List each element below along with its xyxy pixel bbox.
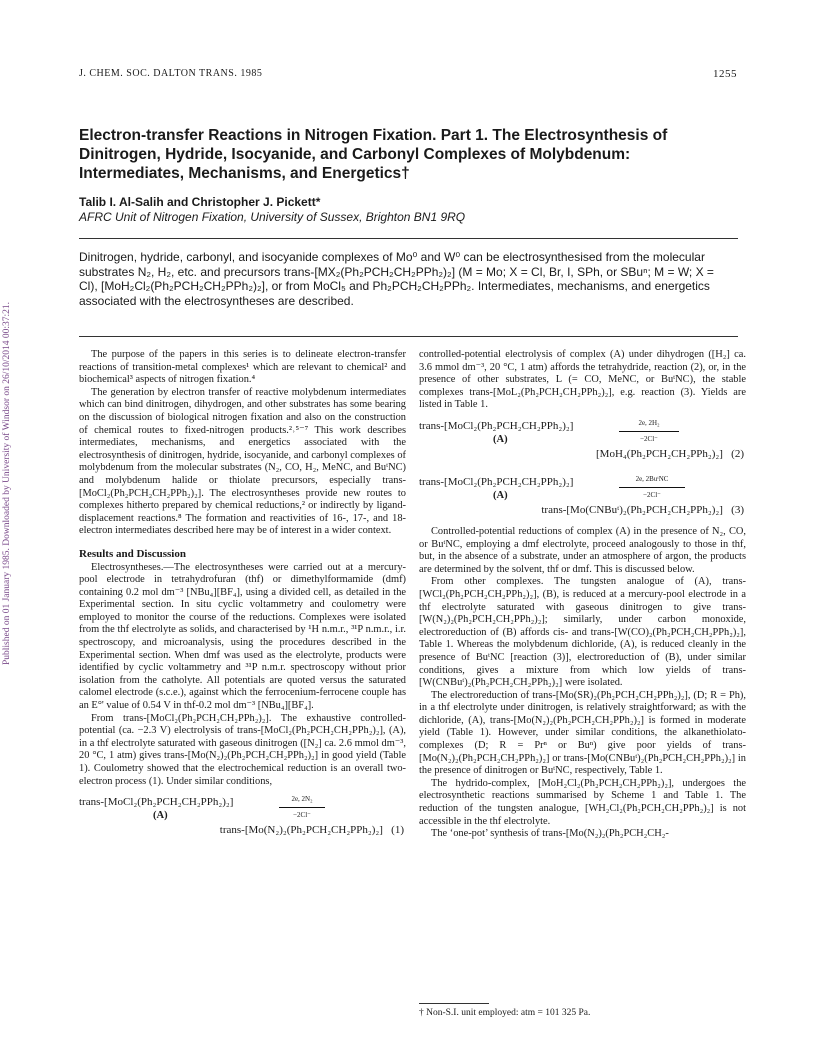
footnote: † Non-S.I. unit employed: atm = 101 325 Pa. [419,1008,591,1018]
abstract-bottom-rule [79,336,738,337]
equation-2 [419,420,746,468]
equation-3-reactant: trans-[MoCl₂(Ph₂PCH₂CH₂PPh₂)₂] [419,475,574,488]
right-paragraph-3: From other complexes. The tungsten analogue of (A), trans-[WCl₂(Ph₂PCH₂CH₂PPh₂)₂], (B), is reduced at a mercury-pool electrode in a thf electrolyte saturated with gaseous dinitrogen to give trans-[W(N₂)₂(Ph₂PCH₂CH₂PPh₂)₂]; similarly, under carbon monoxide, electroreduction of (B) affords cis- and trans-[W(CO)₂(Ph₂PCH₂CH₂PPh₂)₂], Table 1. Whereas the molybdenum dichloride, (A), is reduced cleanly in the presence of BuᵗNC [reaction (3)], electroreduction of (B), under similar conditions, gives a mixture from which low yields of trans-[W(CNBuᵗ)₂(Ph₂PCH₂CH₂PPh₂)₂] were isolated. [419,576,746,689]
equation-2-arrow-top: 2e, 2H₂ [638,418,660,427]
equation-1-arrow-top: 2e, 2N₂ [291,795,313,804]
left-column [79,349,406,846]
intro-paragraph-1: The purpose of the papers in this series is to delineate electron-transfer reactions of transition-metal complexes¹ which are relevant to chemical² and biochemical³ aspects of nitrogen fixation.⁴ [79,349,406,386]
journal-name: J. CHEM. SOC. DALTON TRANS. 1985 [79,68,263,79]
right-paragraph-4: The electroreduction of trans-[Mo(SR)₂(Ph₂PCH₂CH₂PPh₂)₂], (D; R = Ph), in a thf electrolyte under dinitrogen, is relatively straightforward; as with the dichloride, (A), trans-[Mo(N₂)₂(Ph₂PCH₂CH₂PPh₂)₂] is formed in moderate yield (Table 1). However, under similar conditions, the alkanethiolato-complexes (D; R = Prⁿ or Buⁿ) give poor yields of trans-[Mo(N₂)₂(Ph₂PCH₂CH₂PPh₂)₂] or trans-[Mo(CNBuᵗ)₂(Ph₂PCH₂CH₂PPh₂)₂] in the presence of dinitrogen or BuᵗNC, respectively, Table 1. [419,689,746,777]
right-paragraph-6: The ‘one-pot’ synthesis of trans-[Mo(N₂)₂(Ph₂PCH₂CH₂- [431,828,669,840]
equation-3-number: (3) [731,503,744,516]
affiliation: AFRC Unit of Nitrogen Fixation, University of Sussex, Brighton BN1 9RQ [79,210,466,224]
equation-1-number: (1) [391,824,404,837]
equation-2-arrow [619,417,679,446]
equation-1-arrow [279,793,325,822]
right-paragraph-2: Controlled-potential reductions of complex (A) in the presence of N₂, CO, or BuᵗNC, employing a dmf electrolyte, proceed analogously to those in thf, but, in the absence of a substrate, under an atmosphere of argon, the products are determined by the solvent, thf or dmf. This is discussed below. [419,525,746,575]
article-title: Electron-transfer Reactions in Nitrogen Fixation. Part 1. The Electrosynthesis of Dinitrogen, Hydride, Isocyanide, and Carbonyl Complexes of Molybdenum: Intermediates, Mechanisms, and Energetics† [79,127,668,182]
section-heading: Results and Discussion [79,547,186,560]
equation-2-product: [MoH₄(Ph₂PCH₂CH₂PPh₂)₂] (2) [596,447,744,460]
equation-3 [419,476,746,524]
equation-3-arrow [619,473,685,502]
equation-2-reactant: trans-[MoCl₂(Ph₂PCH₂CH₂PPh₂)₂] [419,419,574,432]
right-paragraph-5: The hydrido-complex, [MoH₂Cl₂(Ph₂PCH₂CH₂PPh₂)₂], undergoes the electrosynthetic reactions summarised by Scheme 1 and Table 1. The reduction of the tungsten analogue, [WH₂Cl₂(Ph₂PCH₂CH₂PPh₂)₂] is not accessible in the thf electrolyte. [419,777,746,827]
running-header [79,68,737,82]
equation-3-label: (A) [493,489,508,501]
equation-1-arrow-bottom: −2Cl⁻ [293,811,311,820]
right-column [419,349,746,841]
equation-2-number: (2) [731,447,744,460]
equation-3-product: trans-[Mo(CNBuᵗ)₂(Ph₂PCH₂CH₂PPh₂)₂] (3) [541,503,744,516]
equation-1-reactant: trans-[MoCl₂(Ph₂PCH₂CH₂PPh₂)₂] [79,796,234,809]
equation-2-arrow-bottom: −2Cl⁻ [640,434,658,443]
intro-paragraph-2: The generation by electron transfer of reactive molybdenum intermediates which can bind dinitrogen, dihydrogen, and other substrates has some bearing on the discussion of biological nitrogen fixation and also on the construction of chemical routes to fixed-nitrogen products.²˒⁵⁻⁷ This work describes intermediates, mechanisms, and energetics associated with the electrosynthesis of dinitrogen, hydride, isocyanide, and carbonyl complexes of molybdenum from the molecular substrates (N₂, CO, H₂, MeNC, and BuᵗNC) and molybdenum halide or thiolate precursors, especially trans-[MoCl₂(Ph₂PCH₂CH₂PPh₂)₂]. The electrosyntheses provide new routes to complexes hitherto prepared by chemical reductions,² or indirectly by ligand-displacement reactions.⁸ The formation and reactivities of 16-, 17-, and 18-electron intermediates described here may be of interest in a wider context. [79,386,406,537]
results-paragraph-1: Electrosyntheses.—The electrosyntheses were carried out at a mercury-pool electrode in tetrahydrofuran (thf) or dimethylformamide (dmf) containing 0.2 mol dm⁻³ [NBu₄][BF₄], using a divided cell, as detailed in the Experimental section. In situ cyclic voltammetry and coulometry were employed to monitor the course of the reductions. Complexes were isolated from the thf electrolyte as solids, and characterised by ¹H n.m.r., ³¹P n.m.r., i.r. spectroscopy, and microanalysis, using the procedures described in the Experimental section. When dmf was used as the electrolyte, products were identified by cyclic voltammetry and ³¹P n.m.r. spectroscopy without prior isolation from the catholyte. All potentials are quoted versus the saturated calomel electrode (s.c.e.), against which the ferrocenium-ferrocene couple has an E°' value of 0.54 V in thf-0.2 mol dm⁻³ [NBu₄][BF₄]. [79,561,406,712]
equation-1-label: (A) [153,810,168,822]
equation-3-arrow-top: 2e, 2BuᵗNC [635,474,669,483]
abstract: Dinitrogen, hydride, carbonyl, and isocyanide complexes of Mo⁰ and W⁰ can be electrosynthesised from the molecular substrates N₂, H₂, etc. and precursors trans-[MX₂(Ph₂PCH₂CH₂PPh₂)₂] (M = Mo; X = Cl, Br, I, SPh, or SBuⁿ; M = W; X = Cl), [MoH₂Cl₂(Ph₂PCH₂CH₂PPh₂)₂], or from MoCl₅ and Ph₂PCH₂CH₂PPh₂. Intermediates, mechanisms, and energetics associated with the electrosyntheses are described. [79,250,714,308]
download-stamp [2,210,18,670]
results-paragraph-2: From trans-[MoCl₂(Ph₂PCH₂CH₂PPh₂)₂]. The exhaustive controlled-potential (ca. −2.3 V) electrolysis of trans-[MoCl₂(Ph₂PCH₂CH₂PPh₂)₂], (A), in a thf electrolyte saturated with gaseous dinitrogen ([N₂] ca. 2.6 mmol dm⁻³, 20 °C, 1 atm) gives trans-[Mo(N₂)₂(Ph₂PCH₂CH₂PPh₂)₂] in good yield (Table 1). Coulometry showed that the electrochemical reduction is an overall two-electron process (1). Under similar conditions, [79,712,406,787]
equation-1-product: trans-[Mo(N₂)₂(Ph₂PCH₂CH₂PPh₂)₂] (1) [219,824,404,837]
page-number: 1255 [713,68,737,80]
equation-1 [79,796,406,844]
equation-2-label: (A) [493,433,508,445]
abstract-top-rule [79,238,738,239]
equation-3-arrow-bottom: −2Cl⁻ [643,490,661,499]
right-paragraph-1: controlled-potential electrolysis of complex (A) under dihydrogen ([H₂] ca. 3.6 mmol dm⁻³, 20 °C, 1 atm) affords the tetrahydride, reaction (2), or, in the presence of other substrates, L (= CO, MeNC, or BuᵗNC), the stable complexes trans-[MoL₂(Ph₂PCH₂CH₂PPh₂)₂], e.g. reaction (3). Yields are listed in Table 1. [419,349,746,411]
footnote-rule [419,1003,489,1004]
authors: Talib I. Al-Salih and Christopher J. Pickett* [79,195,321,209]
download-stamp-text: Published on 01 January 1985. Downloaded by University of Windsor on 26/10/2014 00:37:21. [2,301,12,665]
